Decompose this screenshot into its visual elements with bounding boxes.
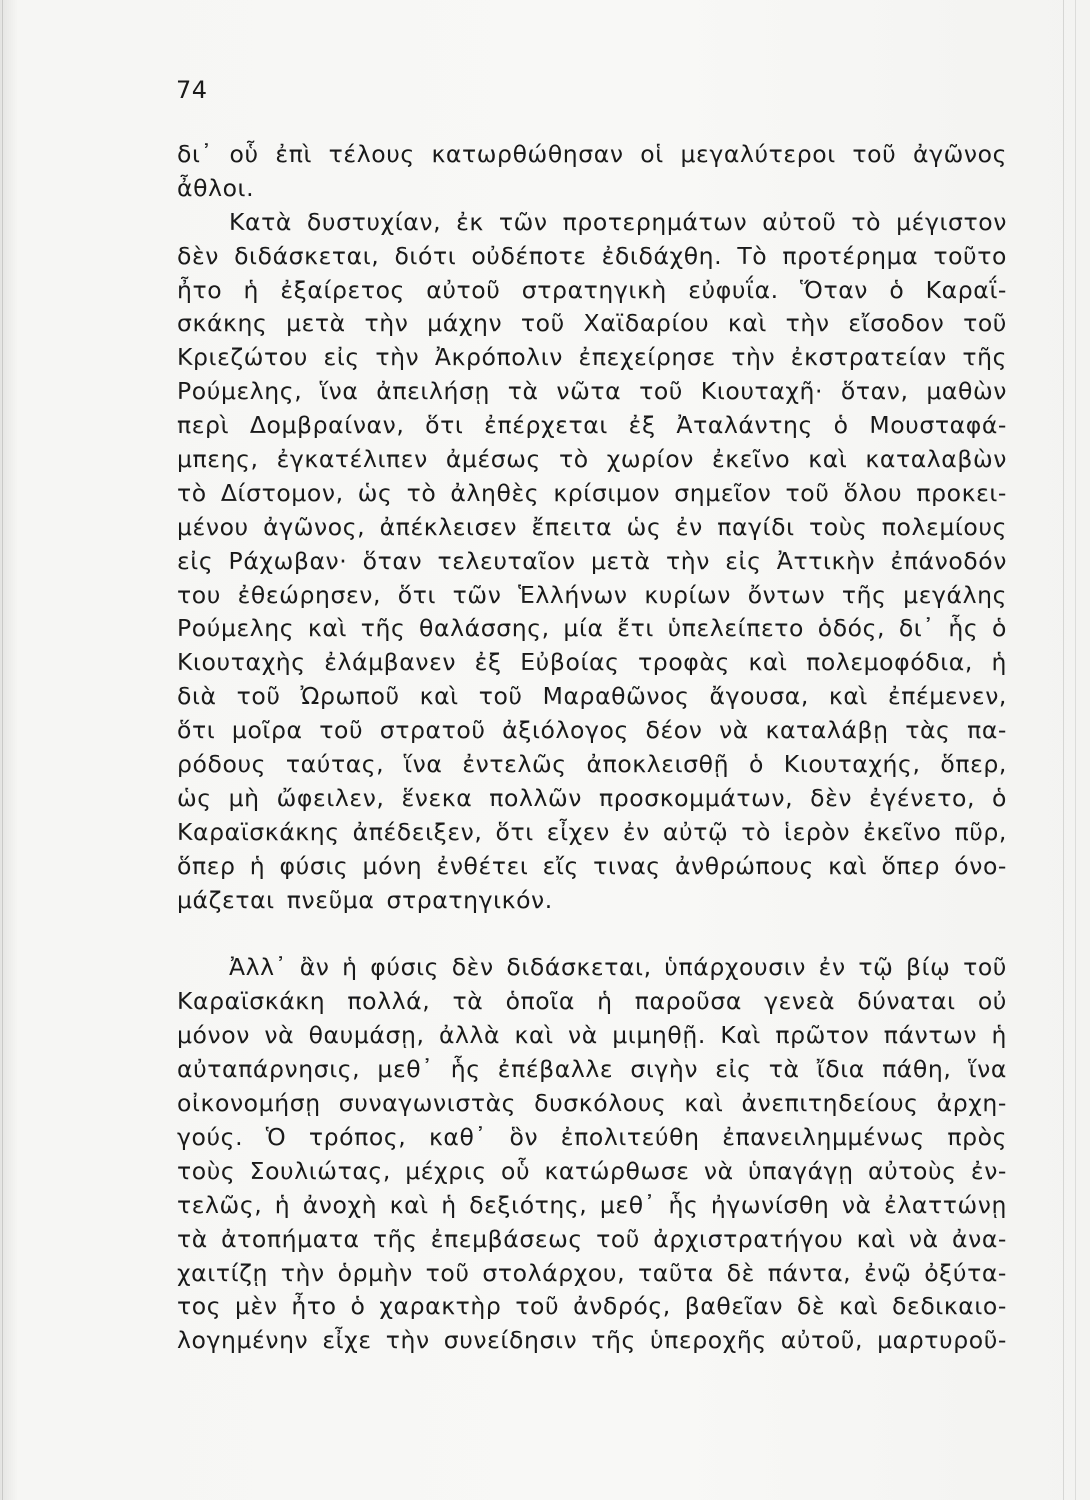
text-line: γούς. Ὁ τρόπος, καθ᾿ ὃν ἐπολιτεύθη ἐπανειλημμένως πρὸς (177, 1122, 1007, 1151)
text-line: τὰ ἀτοπήματα τῆς ἐπεμβάσεως τοῦ ἀρχιστρατήγου καὶ νὰ ἀνα- (177, 1224, 1007, 1253)
text-line: τὸ Δίστομον, ὡς τὸ ἀληθὲς κρίσιμον σημεῖον τοῦ ὅλου προκει- (177, 478, 1007, 507)
text-line: ἦτο ἡ ἐξαίρετος αὐτοῦ στρατηγικὴ εὐφυΐα. Ὅταν ὁ Καραΐ- (177, 275, 1007, 304)
body-text (177, 138, 1007, 1358)
text-line: Κιουταχὴς ἐλάμβανεν ἐξ Εὐβοίας τροφὰς καὶ πολεμοφόδια, ἡ (177, 648, 1007, 677)
text-line: αὐταπάρνησις, μεθ᾿ ἧς ἐπέβαλλε σιγὴν εἰς τὰ ἴδια πάθη, ἵνα (177, 1055, 1007, 1084)
text-line: χαιτίζῃ τὴν ὁρμὴν τοῦ στολάρχου, ταῦτα δὲ πάντα, ἐνῷ ὀξύτα- (177, 1258, 1007, 1287)
page-number: 74 (176, 76, 208, 104)
text-line: ἆθλοι. (177, 173, 255, 202)
paragraph (177, 206, 1007, 918)
text-line: διὰ τοῦ Ὠρωποῦ καὶ τοῦ Μαραθῶνος ἄγουσα, καὶ ἐπέμενεν, (177, 682, 1007, 711)
text-line: Καραϊσκάκης ἀπέδειξεν, ὅτι εἶχεν ἐν αὐτῷ τὸ ἱερὸν ἐκεῖνο πῦρ, (177, 817, 1007, 846)
text-line: εἰς Ράχωβαν· ὅταν τελευταῖον μετὰ τὴν εἰς Ἀττικὴν ἐπάνοδόν (177, 546, 1007, 575)
text-line: τοὺς Σουλιώτας, μέχρις οὗ κατώρθωσε νὰ ὑπαγάγῃ αὐτοὺς ἐν- (177, 1156, 1007, 1185)
paragraph (177, 138, 1007, 206)
text-line: τελῶς, ἡ ἀνοχὴ καὶ ἡ δεξιότης, μεθ᾿ ἧς ἠγωνίσθη νὰ ἐλαττώνῃ (177, 1190, 1007, 1219)
text-line: σκάκης μετὰ τὴν μάχην τοῦ Χαϊδαρίου καὶ τὴν εἴσοδον τοῦ (177, 309, 1007, 338)
text-line: Ρούμελης καὶ τῆς θαλάσσης, μία ἔτι ὑπελείπετο ὁδός, δι᾿ ἧς ὁ (177, 614, 1007, 643)
page-right-edge-shadow (1075, 0, 1076, 1500)
paragraph-spacer (177, 917, 1007, 951)
text-line: Καραϊσκάκη πολλά, τὰ ὁποῖα ἡ παροῦσα γενεὰ δύναται οὐ (177, 987, 1007, 1016)
text-line: Ἀλλ᾿ ἂν ἡ φύσις δὲν διδάσκεται, ὑπάρχουσιν ἐν τῷ βίῳ τοῦ (229, 953, 1007, 982)
text-line: μπεης, ἐγκατέλιπεν ἀμέσως τὸ χωρίον ἐκεῖνο καὶ καταλαβὼν (177, 445, 1007, 474)
text-line: ρόδους ταύτας, ἵνα ἐντελῶς ἀποκλεισθῇ ὁ Κιουταχής, ὅπερ, (177, 750, 1007, 779)
text-line: ὅπερ ἡ φύσις μόνη ἐνθέτει εἴς τινας ἀνθρώπους καὶ ὅπερ όνο- (177, 851, 1007, 880)
text-line: του ἐθεώρησεν, ὅτι τῶν Ἑλλήνων κυρίων ὄντων τῆς μεγάλης (177, 580, 1007, 609)
text-line: μάζεται πνεῦμα στρατηγικόν. (177, 885, 553, 914)
paragraph (177, 951, 1007, 1358)
text-line: δι᾿ οὗ ἐπὶ τέλους κατωρθώθησαν οἱ μεγαλύτεροι τοῦ ἀγῶνος (177, 140, 1007, 168)
text-line: Ρούμελης, ἵνα ἀπειλήσῃ τὰ νῶτα τοῦ Κιουταχῆ· ὅταν, μαθὼν (177, 377, 1007, 406)
text-line: περὶ Δομβραίναν, ὅτι ἐπέρχεται ἐξ Ἀταλάντης ὁ Μουσταφά- (177, 411, 1007, 440)
text-line: δὲν διδάσκεται, διότι οὐδέποτε ἐδιδάχθη. Τὸ προτέρημα τοῦτο (177, 241, 1007, 270)
text-line: μόνον νὰ θαυμάσῃ, ἀλλὰ καὶ νὰ μιμηθῇ. Καὶ πρῶτον πάντων ἡ (177, 1021, 1007, 1050)
text-line: οἰκονομήσῃ συναγωνιστὰς δυσκόλους καὶ ἀνεπιτηδείους ἀρχη- (177, 1089, 1007, 1118)
text-line: Κατὰ δυστυχίαν, ἐκ τῶν προτερημάτων αὐτοῦ τὸ μέγιστον (229, 207, 1007, 236)
page-right-edge (1063, 0, 1064, 1500)
text-line: τος μὲν ἦτο ὁ χαρακτὴρ τοῦ ἀνδρός, βαθεῖαν δὲ καὶ δεδικαιο- (177, 1292, 1007, 1321)
text-line: ὡς μὴ ὤφειλεν, ἕνεκα πολλῶν προσκομμάτων, δὲν ἐγένετο, ὁ (177, 783, 1007, 812)
text-line: ὅτι μοῖρα τοῦ στρατοῦ ἀξιόλογος δέον νὰ καταλάβῃ τὰς πα- (177, 716, 1007, 745)
page-left-edge (2, 0, 3, 1500)
text-line: Κριεζώτου εἰς τὴν Ἀκρόπολιν ἐπεχείρησε τὴν ἐκστρατείαν τῆς (177, 343, 1007, 372)
text-line: λογημένην εἶχε τὴν συνείδησιν τῆς ὑπεροχῆς αὐτοῦ, μαρτυροῦ- (177, 1326, 1007, 1355)
text-line: μένου ἀγῶνος, ἀπέκλεισεν ἔπειτα ὡς ἐν παγίδι τοὺς πολεμίους (177, 512, 1007, 541)
